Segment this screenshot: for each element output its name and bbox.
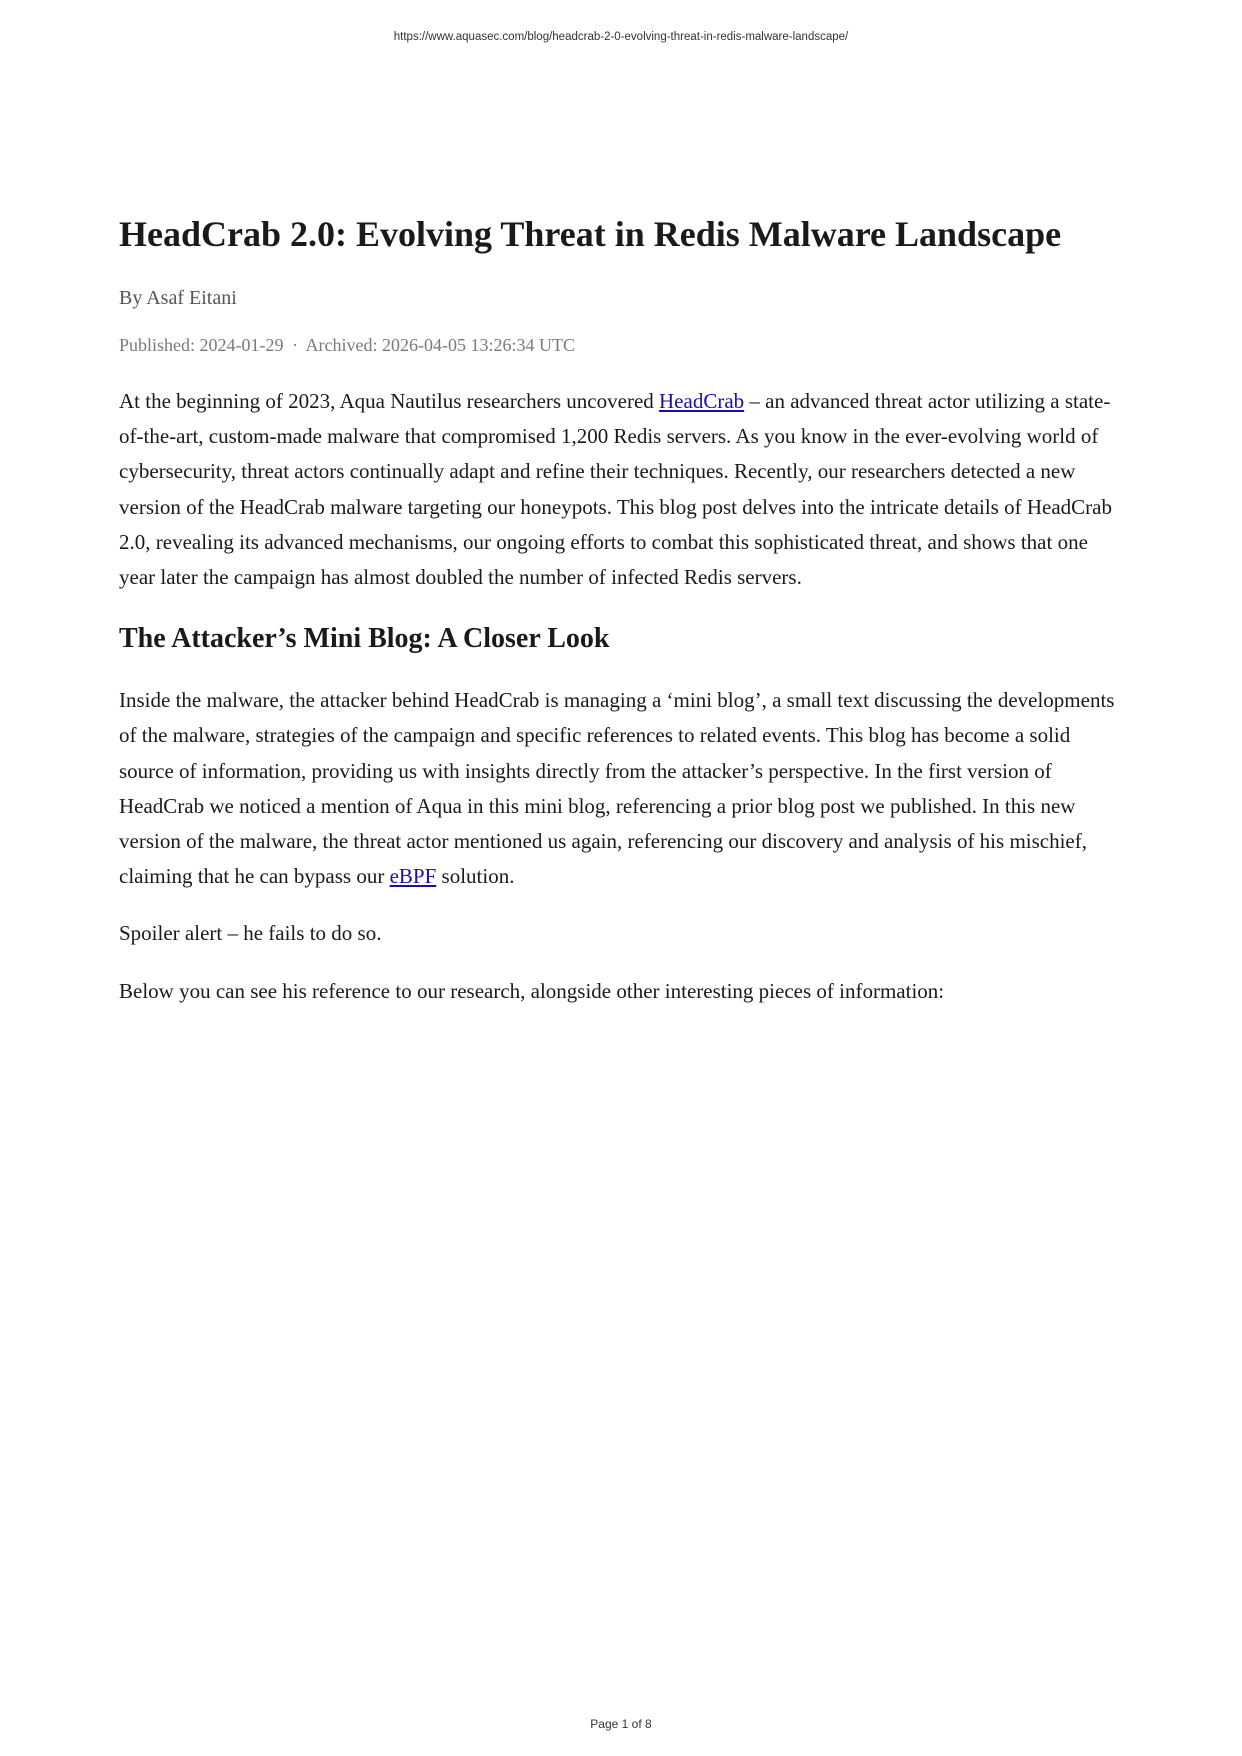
archived-date: Archived: 2026-04-05 13:26:34 UTC xyxy=(305,335,575,355)
intro-text-start: At the beginning of 2023, Aqua Nautilus researchers uncovered xyxy=(119,389,660,413)
headcrab-link[interactable]: HeadCrab xyxy=(659,389,745,413)
intro-text-end: – an advanced threat actor utilizing a state-of-the-art, custom-made malware that compromised 1,200 Redis servers. As you know in the ever-evolving world of cybersecurity, threat actors continually adapt and refine their techniques. Recently, our researchers detected a new version of the HeadCrab malware targeting our honeypots. This blog post delves into the intricate details of HeadCrab 2.0, revealing its advanced mechanisms, our ongoing efforts to combat this sophisticated threat, and shows that one year later the campaign has almost doubled the number of infected Redis servers. xyxy=(119,389,1112,590)
reference-intro-paragraph: Below you can see his reference to our research, alongside other interesting pieces of information: xyxy=(119,978,945,1003)
article-title: HeadCrab 2.0: Evolving Threat in Redis Malware Landscape xyxy=(119,214,1062,254)
ebpf-link[interactable]: eBPF xyxy=(389,864,437,889)
mini-blog-text-end: solution. xyxy=(436,864,515,889)
intro-paragraph xyxy=(119,384,1119,595)
author-byline: By Asaf Eitani xyxy=(119,287,237,309)
article xyxy=(119,212,1119,1009)
meta-separator: · xyxy=(292,335,298,355)
page-url-header: https://www.aquasec.com/blog/headcrab-2-0-evolving-threat-in-redis-malware-landscape/ xyxy=(393,31,849,43)
mini-blog-text-start: Inside the malware, the attacker behind HeadCrab is managing a ‘mini blog’, a small text discussing the developments of the malware, strategies of the campaign and specific references to related events. This blog has become a solid source of information, providing us with insights directly from the attacker’s perspective. In the first version of HeadCrab we noticed a mention of Aqua in this mini blog, referencing a prior blog post we published. In this new version of the malware, the threat actor mentioned us again, referencing our discovery and analysis of his mischief, claiming that he can bypass our xyxy=(119,688,1115,889)
published-date: Published: 2024-01-29 xyxy=(119,335,284,355)
spoiler-paragraph: Spoiler alert – he fails to do so. xyxy=(119,921,382,946)
section-heading: The Attacker’s Mini Blog: A Closer Look xyxy=(119,623,610,655)
page-number: Page 1 of 8 xyxy=(590,1717,652,1731)
mini-blog-paragraph xyxy=(119,683,1119,894)
publication-meta xyxy=(119,332,1119,358)
